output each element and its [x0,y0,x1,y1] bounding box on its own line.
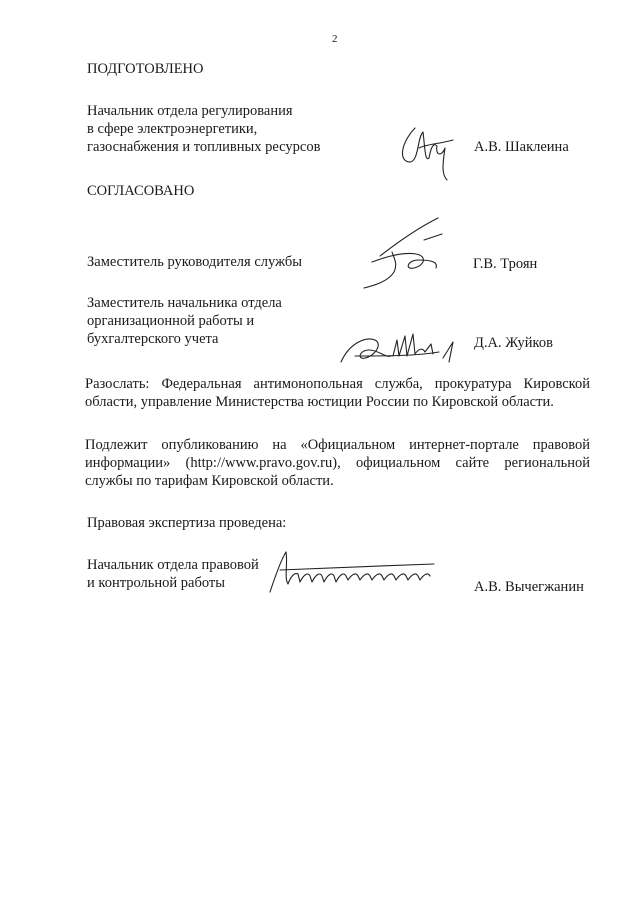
agreed-signer-2-position-line: бухгалтерского учета [87,331,219,347]
prepared-header: ПОДГОТОВЛЕНО [87,61,204,77]
signature-shakleina [395,118,465,188]
prepared-position-line: Начальник отдела регулирования [87,103,293,119]
legal-review-header: Правовая экспертиза проведена: [87,515,287,531]
signature-zhuikov [335,322,465,370]
legal-review-name: А.В. Вычегжанин [474,579,584,595]
prepared-position-line: в сфере электроэнергетики, [87,121,258,137]
prepared-name: А.В. Шаклеина [474,139,569,155]
prepared-position-line: газоснабжения и топливных ресурсов [87,139,321,155]
signature-troyan [358,212,458,292]
distribution-text: Разослать: Федеральная антимонопольная служба, прокуратура Кировской области, управление Министерства юстиции России по Кировской области. [85,376,590,410]
agreed-signer-2-position-line: Заместитель начальника отдела [87,295,282,311]
legal-review-position-line: и контрольной работы [87,575,225,591]
legal-review-position-line: Начальник отдела правовой [87,557,259,573]
agreed-signer-2-name: Д.А. Жуйков [474,335,553,351]
publication-text: Подлежит опубликованию на «Официальном интернет-портале правовой информации» (http://www.pravo.gov.ru), официальном сайте региональной службы по тарифам Кировской области. [85,437,590,489]
agreed-header: СОГЛАСОВАНО [87,183,195,199]
agreed-signer-1-name: Г.В. Троян [473,256,538,272]
signature-vychegzhanin [262,544,442,596]
page-number: 2 [332,33,338,45]
agreed-signer-1-position: Заместитель руководителя службы [87,254,303,270]
agreed-signer-2-position-line: организационной работы и [87,313,255,329]
